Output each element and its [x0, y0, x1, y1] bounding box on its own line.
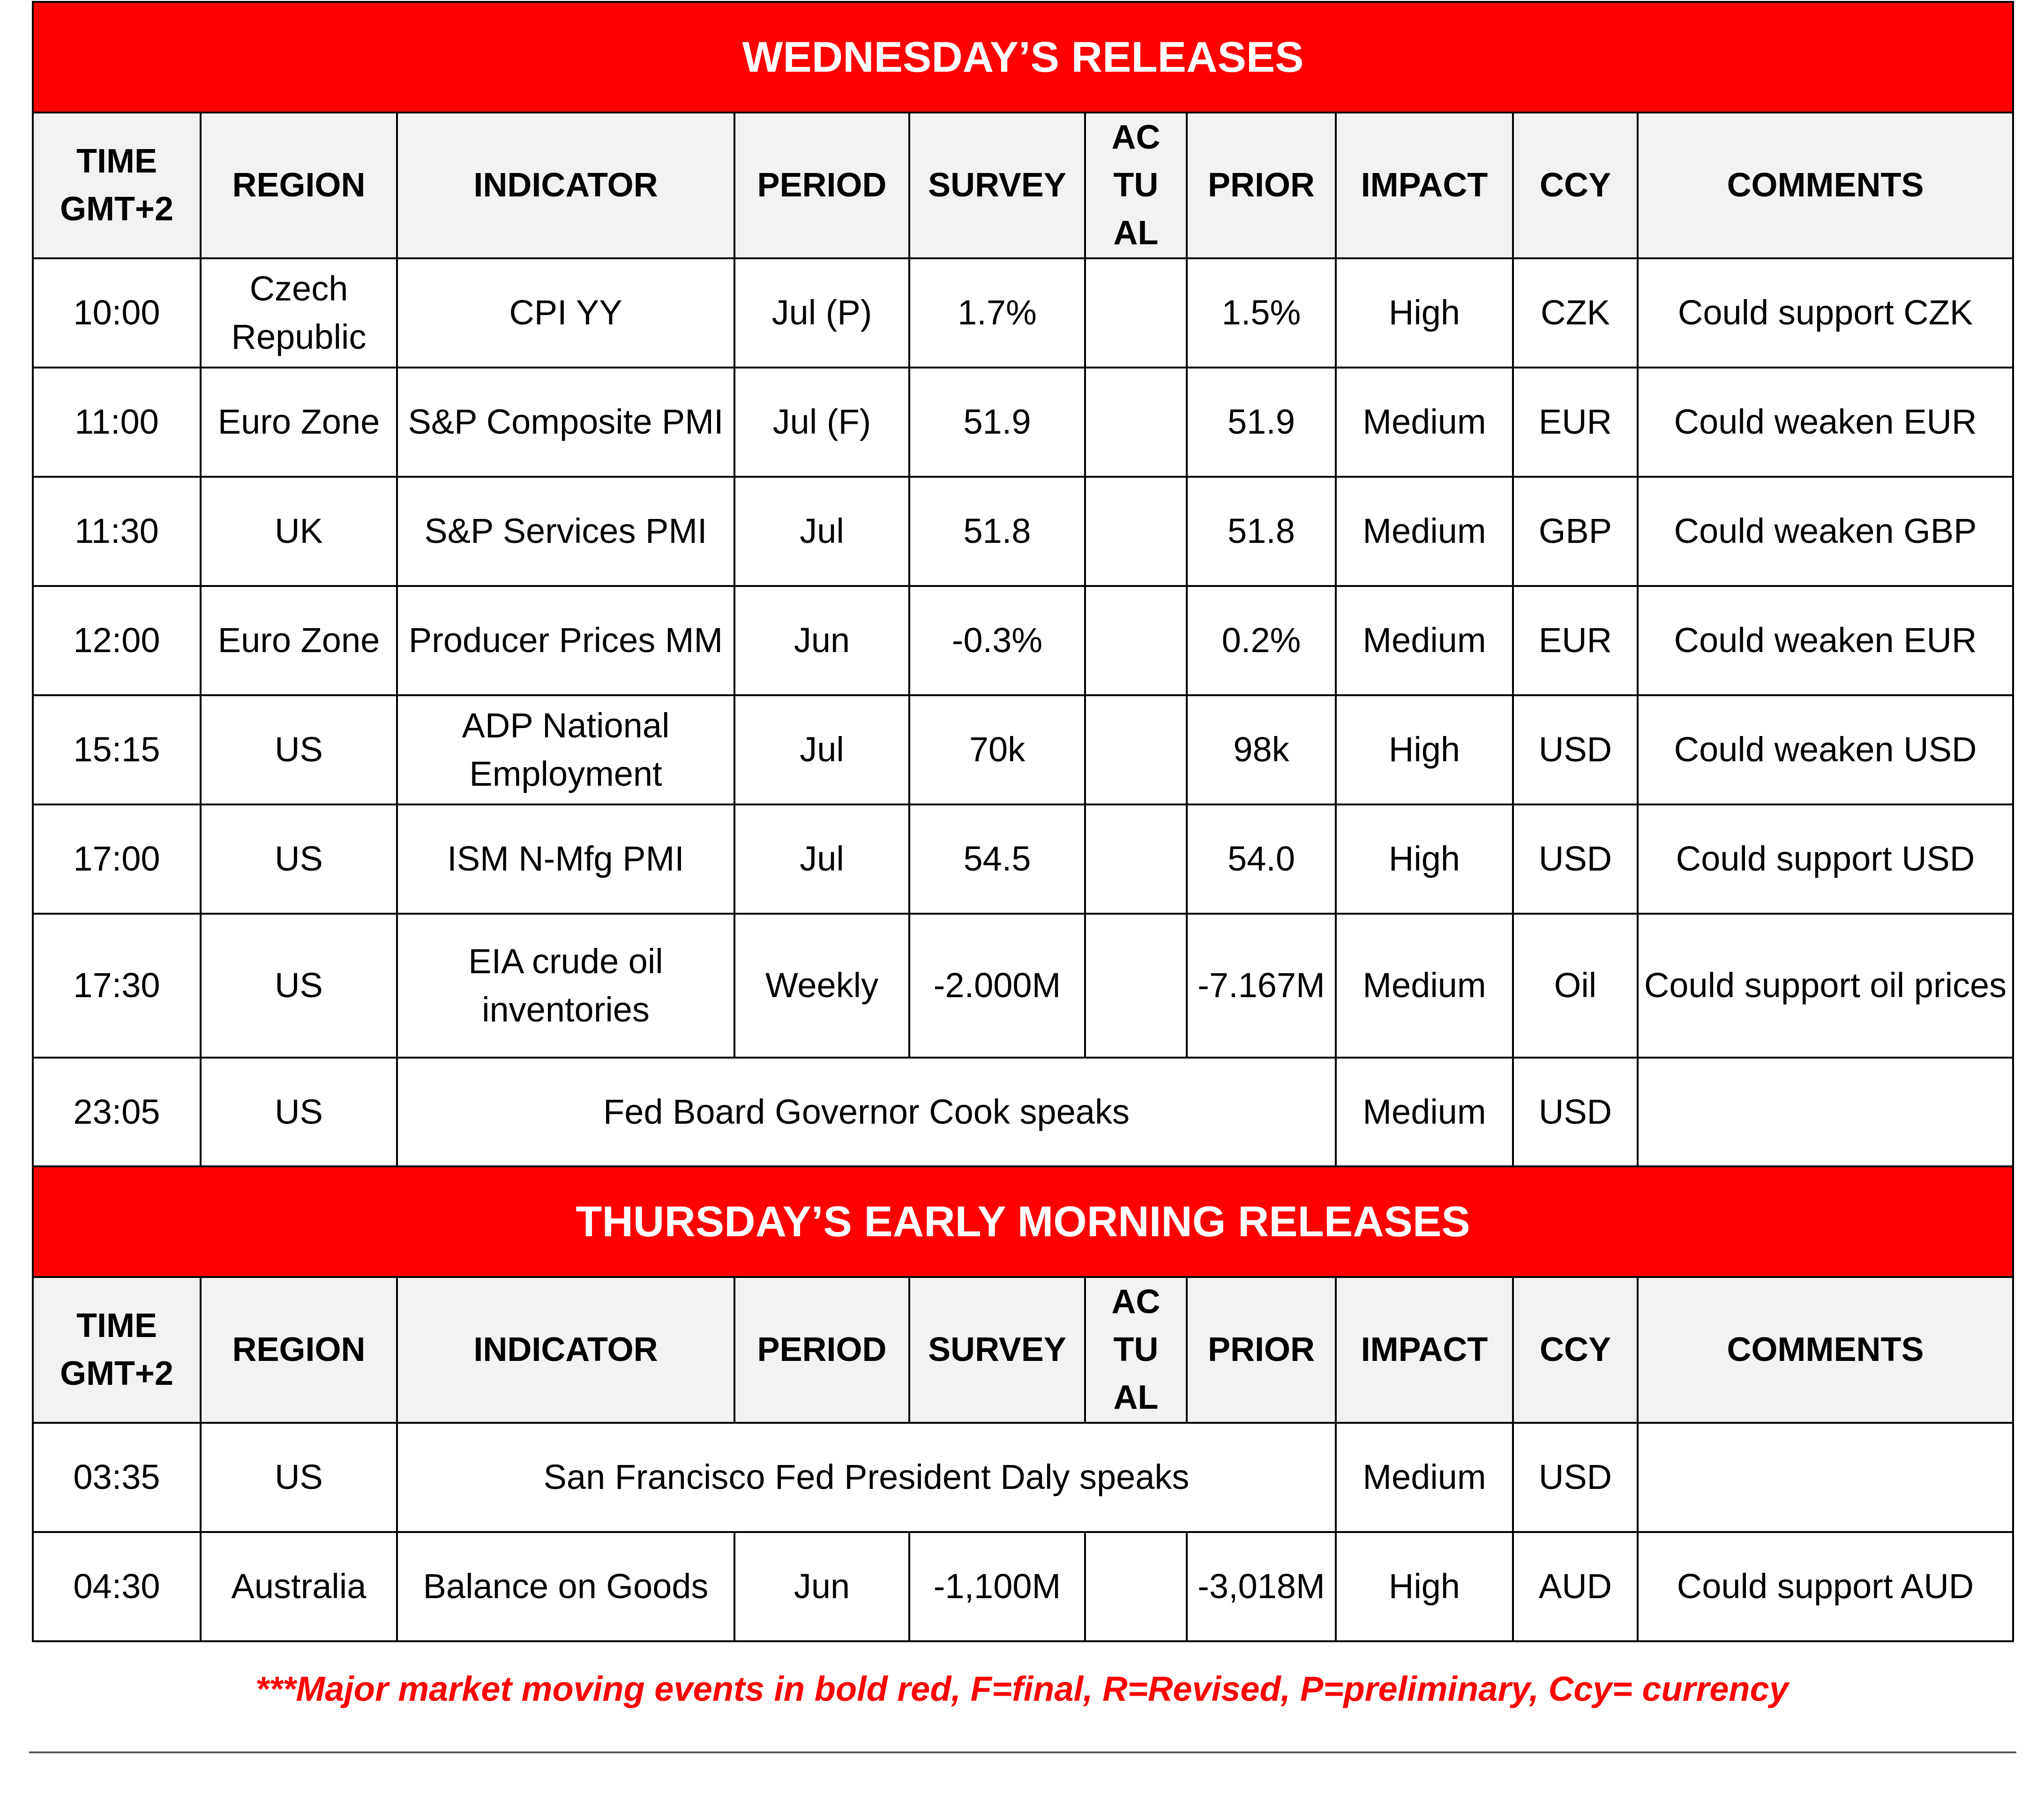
cell-indicator: S&P Services PMI: [397, 477, 734, 586]
cell-prior: 98k: [1187, 695, 1336, 804]
cell-comments: Could weaken USD: [1638, 695, 2013, 804]
cell-prior: 0.2%: [1187, 586, 1336, 695]
header-ccy: CCY: [1513, 113, 1638, 258]
cell-time: 17:30: [33, 914, 201, 1058]
cell-time: 15:15: [33, 695, 201, 804]
cell-period: Jul: [734, 804, 909, 914]
cell-time: 11:30: [33, 477, 201, 586]
cell-survey: -2.000M: [909, 914, 1085, 1058]
cell-indicator: Producer Prices MM: [397, 586, 734, 695]
cell-survey: -0.3%: [909, 586, 1085, 695]
header-region: REGION: [201, 1277, 397, 1423]
header-survey: SURVEY: [909, 113, 1085, 258]
header-ccy: CCY: [1513, 1277, 1638, 1423]
cell-impact: High: [1336, 804, 1513, 914]
cell-time: 03:35: [33, 1423, 201, 1532]
cell-time: 23:05: [33, 1058, 201, 1167]
cell-region: US: [201, 1423, 397, 1532]
cell-region: US: [201, 914, 397, 1058]
cell-impact: Medium: [1336, 477, 1513, 586]
cell-prior: 51.9: [1187, 368, 1336, 477]
header-time: TIME GMT+2: [33, 113, 201, 258]
cell-actual: [1085, 477, 1187, 586]
cell-region: Euro Zone: [201, 368, 397, 477]
cell-indicator: ISM N-Mfg PMI: [397, 804, 734, 914]
cell-impact: Medium: [1336, 586, 1513, 695]
cell-impact: Medium: [1336, 1423, 1513, 1532]
cell-ccy: GBP: [1513, 477, 1638, 586]
cell-survey: -1,100M: [909, 1532, 1085, 1641]
cell-prior: 51.8: [1187, 477, 1336, 586]
table-row: [33, 258, 2013, 368]
header-survey: SURVEY: [909, 1277, 1085, 1423]
wednesday-table: [32, 1, 2014, 1168]
cell-comments: Could support USD: [1638, 804, 2013, 914]
cell-region: Australia: [201, 1532, 397, 1641]
header-region: REGION: [201, 113, 397, 258]
table-row: [33, 586, 2013, 695]
cell-time: 12:00: [33, 586, 201, 695]
cell-impact: Medium: [1336, 368, 1513, 477]
cell-region: US: [201, 1058, 397, 1167]
cell-indicator: EIA crude oil inventories: [397, 914, 734, 1058]
cell-event: San Francisco Fed President Daly speaks: [397, 1423, 1336, 1532]
cell-ccy: CZK: [1513, 258, 1638, 368]
header-actual: AC TU AL: [1085, 113, 1187, 258]
cell-survey: 51.8: [909, 477, 1085, 586]
cell-period: Jul: [734, 695, 909, 804]
wednesday-title: WEDNESDAY’S RELEASES: [33, 2, 2013, 113]
thursday-title: THURSDAY’S EARLY MORNING RELEASES: [33, 1166, 2013, 1277]
cell-indicator: S&P Composite PMI: [397, 368, 734, 477]
cell-survey: 51.9: [909, 368, 1085, 477]
cell-impact: Medium: [1336, 914, 1513, 1058]
header-row: [33, 113, 2013, 258]
cell-ccy: AUD: [1513, 1532, 1638, 1641]
header-period: PERIOD: [734, 113, 909, 258]
cell-time: 11:00: [33, 368, 201, 477]
cell-comments: Could weaken EUR: [1638, 368, 2013, 477]
cell-comments: Could weaken EUR: [1638, 586, 2013, 695]
cell-actual: [1085, 914, 1187, 1058]
table-row: [33, 368, 2013, 477]
cell-ccy: EUR: [1513, 368, 1638, 477]
cell-impact: High: [1336, 258, 1513, 368]
thursday-banner: [33, 1166, 2013, 1277]
cell-comments: Could weaken GBP: [1638, 477, 2013, 586]
cell-time: 17:00: [33, 804, 201, 914]
cell-event: Fed Board Governor Cook speaks: [397, 1058, 1336, 1167]
header-impact: IMPACT: [1336, 1277, 1513, 1423]
header-period: PERIOD: [734, 1277, 909, 1423]
cell-ccy: USD: [1513, 1058, 1638, 1167]
header-impact: IMPACT: [1336, 113, 1513, 258]
table-row: [33, 804, 2013, 914]
cell-survey: 54.5: [909, 804, 1085, 914]
cell-region: US: [201, 695, 397, 804]
header-prior: PRIOR: [1187, 1277, 1336, 1423]
table-row: [33, 695, 2013, 804]
cell-actual: [1085, 804, 1187, 914]
cell-period: Jul (F): [734, 368, 909, 477]
cell-time: 04:30: [33, 1532, 201, 1641]
cell-indicator: ADP National Employment: [397, 695, 734, 804]
cell-impact: High: [1336, 695, 1513, 804]
cell-region: US: [201, 804, 397, 914]
cell-period: Jun: [734, 1532, 909, 1641]
header-comments: COMMENTS: [1638, 113, 2013, 258]
wednesday-banner: [33, 2, 2013, 113]
header-comments: COMMENTS: [1638, 1277, 2013, 1423]
cell-actual: [1085, 368, 1187, 477]
cell-actual: [1085, 258, 1187, 368]
cell-ccy: USD: [1513, 804, 1638, 914]
cell-comments: [1638, 1423, 2013, 1532]
cell-region: UK: [201, 477, 397, 586]
cell-ccy: EUR: [1513, 586, 1638, 695]
cell-ccy: USD: [1513, 695, 1638, 804]
event-row: [33, 1058, 2013, 1167]
cell-time: 10:00: [33, 258, 201, 368]
header-time: TIME GMT+2: [33, 1277, 201, 1423]
cell-indicator: CPI YY: [397, 258, 734, 368]
cell-ccy: Oil: [1513, 914, 1638, 1058]
cell-comments: Could support AUD: [1638, 1532, 2013, 1641]
header-indicator: INDICATOR: [397, 1277, 734, 1423]
thursday-table: [32, 1165, 2014, 1642]
cell-prior: 1.5%: [1187, 258, 1336, 368]
cell-period: Jul (P): [734, 258, 909, 368]
header-indicator: INDICATOR: [397, 113, 734, 258]
table-row: [33, 914, 2013, 1058]
cell-prior: -7.167M: [1187, 914, 1336, 1058]
cell-survey: 1.7%: [909, 258, 1085, 368]
header-row: [33, 1277, 2013, 1423]
cell-comments: Could support CZK: [1638, 258, 2013, 368]
cell-actual: [1085, 586, 1187, 695]
cell-region: Euro Zone: [201, 586, 397, 695]
cell-period: Weekly: [734, 914, 909, 1058]
header-actual: AC TU AL: [1085, 1277, 1187, 1423]
cell-survey: 70k: [909, 695, 1085, 804]
cell-period: Jul: [734, 477, 909, 586]
cell-impact: Medium: [1336, 1058, 1513, 1167]
footnote: ***Major market moving events in bold red, F=final, R=Revised, P=preliminary, Ccy= currency: [255, 1669, 1789, 1708]
event-row: [33, 1423, 2013, 1532]
header-prior: PRIOR: [1187, 113, 1336, 258]
cell-comments: Could support oil prices: [1638, 914, 2013, 1058]
cell-prior: -3,018M: [1187, 1532, 1336, 1641]
cell-impact: High: [1336, 1532, 1513, 1641]
cell-indicator: Balance on Goods: [397, 1532, 734, 1641]
divider: [29, 1751, 2016, 1753]
cell-actual: [1085, 695, 1187, 804]
cell-region: Czech Republic: [201, 258, 397, 368]
cell-period: Jun: [734, 586, 909, 695]
cell-actual: [1085, 1532, 1187, 1641]
cell-prior: 54.0: [1187, 804, 1336, 914]
table-row: [33, 477, 2013, 586]
table-row: [33, 1532, 2013, 1641]
cell-ccy: USD: [1513, 1423, 1638, 1532]
cell-comments: [1638, 1058, 2013, 1167]
